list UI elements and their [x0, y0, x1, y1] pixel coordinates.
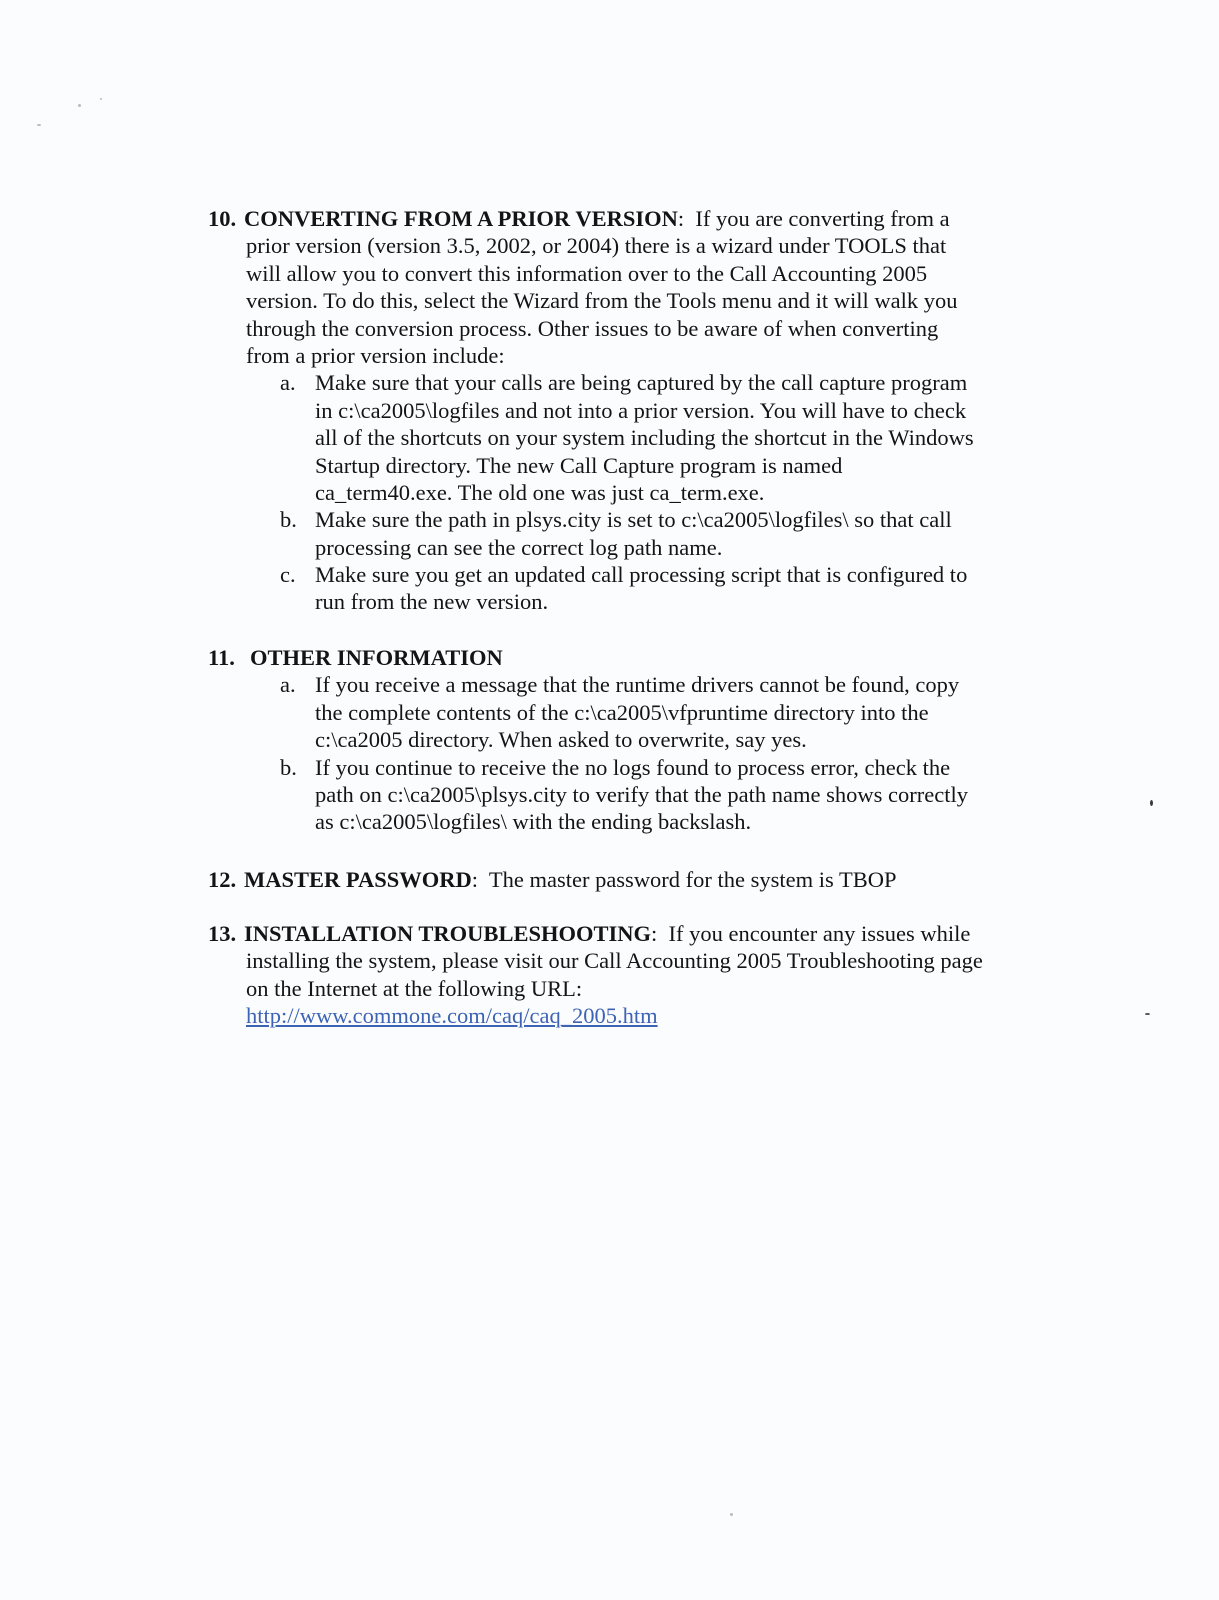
list-item-line: Make sure that your calls are being captured by the call capture program	[315, 370, 968, 396]
list-item	[280, 671, 1048, 753]
scan-speck	[100, 98, 102, 100]
list-item-line: processing can see the correct log path name.	[315, 534, 723, 560]
list-item-line: Make sure you get an updated call processing script that is configured to	[315, 562, 968, 588]
section-number: 11.	[208, 645, 235, 670]
list-item-line: ca_term40.exe. The old one was just ca_term.exe.	[315, 479, 765, 505]
list-marker: a.	[280, 370, 296, 396]
paragraph-line: on the Internet at the following URL:	[246, 975, 583, 1001]
troubleshooting-url-link[interactable]: http://www.commone.com/caq/caq_2005.htm	[246, 1003, 658, 1029]
list-item-line: in c:\ca2005\logfiles and not into a prior version. You will have to check	[315, 397, 967, 423]
list-item-line: run from the new version.	[315, 589, 549, 615]
list-marker: c.	[280, 562, 296, 588]
password-text: The master password for the system is TBOP	[488, 867, 897, 892]
scan-speck	[730, 1513, 733, 1516]
section-heading: CONVERTING FROM A PRIOR VERSION	[244, 206, 678, 231]
paragraph-line: installing the system, please visit our Call Accounting 2005 Troubleshooting page	[246, 948, 983, 974]
list-item-line: Make sure the path in plsys.city is set to c:\ca2005\logfiles\ so that call	[315, 507, 952, 533]
scan-speck	[1145, 1013, 1150, 1015]
paragraph-line: If you encounter any issues while	[668, 921, 971, 946]
list-item	[280, 506, 1048, 561]
list-item-line: as c:\ca2005\logfiles\ with the ending backslash.	[315, 809, 752, 835]
list-item-line: c:\ca2005 directory. When asked to overwrite, say yes.	[315, 727, 807, 753]
list-item-line: all of the shortcuts on your system including the shortcut in the Windows	[315, 425, 974, 451]
scan-speck	[78, 104, 81, 107]
section-heading: INSTALLATION TROUBLESHOOTING	[244, 921, 651, 946]
list-marker: b.	[280, 507, 297, 533]
paragraph-line: will allow you to convert this information over to the Call Accounting 2005	[246, 260, 928, 286]
section-converting: 10. CONVERTING FROM A PRIOR VERSION: If you are converting from a prior version (version 3.5, 2002, or 2004) there is a wizard under TOOLS that will allow you to convert this information over to the Call Accounting 2005 version. To do this, select the Wizard from the Tools menu and it will walk you through the conversion process. Other issues to be aware of when converting from a prior version include: a. Make sure that your calls are being captured by the call capture program in c:\ca2005\logfiles and not into a prior version. You will have to check all of the shortcuts on your system including the shortcut in the Windows Startup directory. The new Call Capture program is named ca_term40.exe. The old one was just ca_term.exe. b. Make sure the path in plsys.city is set to c:\ca2005\logfiles\ so that call processing can see the correct log path name. c. Make sure you get an updated call processing script that is configured to run from the new version.	[208, 205, 1048, 616]
section-number: 10.	[208, 206, 237, 231]
list-item-line: path on c:\ca2005\plsys.city to verify that the path name shows correctly	[315, 781, 968, 807]
section-number: 12.	[208, 867, 237, 892]
list-item	[280, 561, 1048, 616]
list-marker: b.	[280, 754, 297, 780]
list-marker: a.	[280, 672, 296, 698]
paragraph-line: If you are converting from a	[695, 206, 950, 231]
list-item-line: Startup directory. The new Call Capture program is named	[315, 452, 843, 478]
section-heading: MASTER PASSWORD	[244, 867, 472, 892]
paragraph-line: from a prior version include:	[246, 342, 505, 368]
paragraph-line: version. To do this, select the Wizard from the Tools menu and it will walk you	[246, 288, 958, 314]
list-item-line: If you receive a message that the runtime drivers cannot be found, copy	[315, 672, 960, 698]
list-item-line: the complete contents of the c:\ca2005\vfpruntime directory into the	[315, 699, 929, 725]
list-item-line: If you continue to receive the no logs found to process error, check the	[315, 754, 951, 780]
section-heading: OTHER INFORMATION	[250, 645, 503, 670]
sub-list	[280, 369, 1048, 616]
paragraph-line: prior version (version 3.5, 2002, or 2004) there is a wizard under TOOLS that	[246, 233, 947, 259]
section-master-password: 12. MASTER PASSWORD: The master password for the system is TBOP	[208, 867, 897, 892]
scan-speck	[37, 124, 41, 126]
list-item	[280, 369, 1048, 506]
section-other-information	[208, 644, 1048, 836]
list-item	[280, 754, 1048, 836]
section-installation-troubleshooting: 13. INSTALLATION TROUBLESHOOTING: If you encounter any issues while installing the system, please visit our Call Accounting 2005 Troubleshooting page on the Internet at the following URL: http://www.commone.com/caq/caq_2005.htm	[208, 920, 1048, 1030]
scan-speck	[1150, 800, 1153, 806]
section-number: 13.	[208, 921, 237, 946]
sub-list	[280, 671, 1048, 835]
paragraph-line: through the conversion process. Other issues to be aware of when converting	[246, 315, 939, 341]
